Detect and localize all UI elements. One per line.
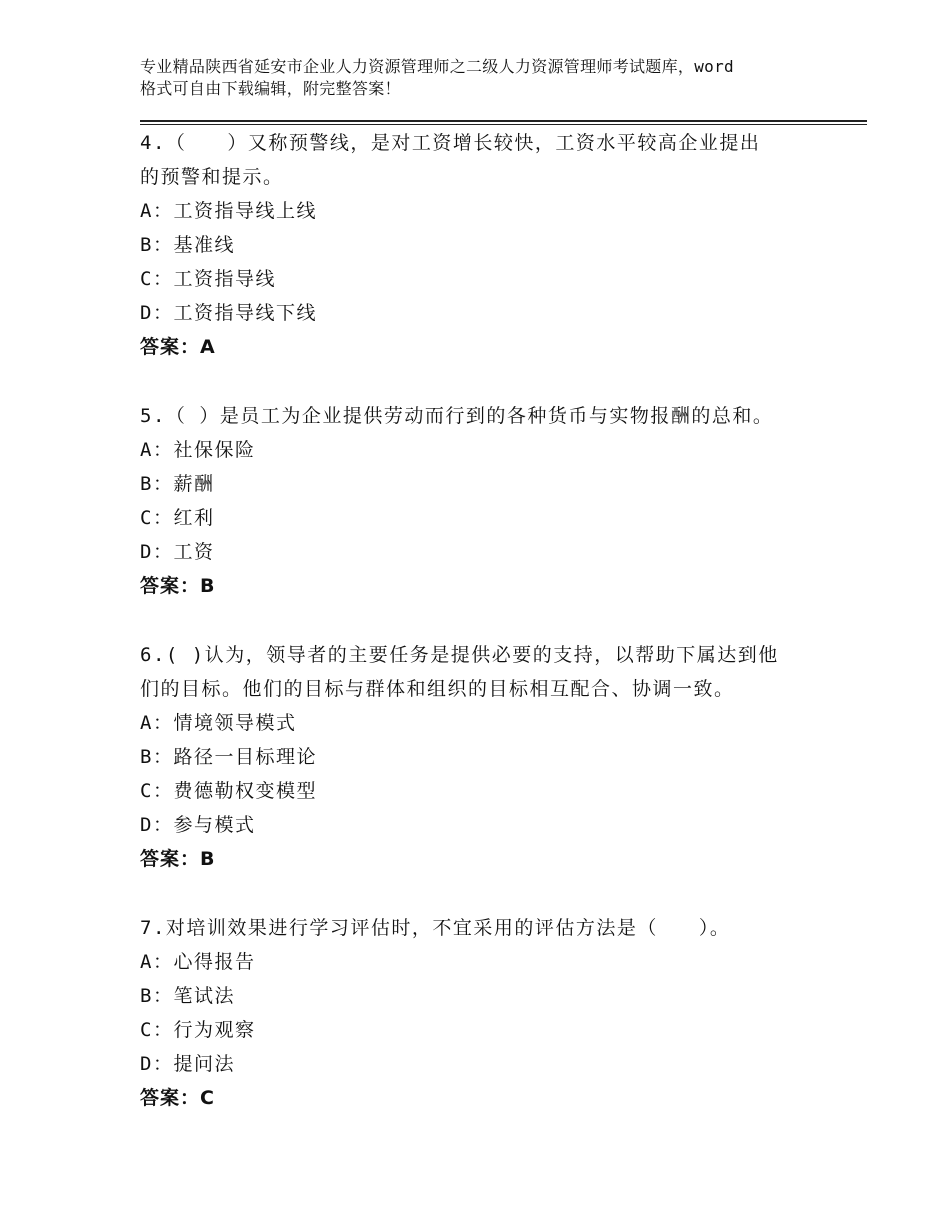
document-header (140, 56, 840, 100)
option-a: A：心得报告 (140, 951, 256, 973)
option-c: C：工资指导线 (140, 268, 276, 290)
question-stem: 5.（ ）是员工为企业提供劳动而行到的各种货币与实物报酬的总和。 (140, 405, 774, 427)
question-6 (140, 638, 840, 876)
question-stem: 7.对培训效果进行学习评估时，不宜采用的评估方法是（ ）。 (140, 917, 731, 939)
option-b: B：笔试法 (140, 985, 235, 1007)
option-d: D：提问法 (140, 1053, 235, 1075)
header-divider (140, 124, 867, 125)
question-5 (140, 399, 840, 603)
option-a: A：社保保险 (140, 439, 256, 461)
option-c: C：红利 (140, 507, 215, 529)
option-a: A：情境领导模式 (140, 712, 297, 734)
option-d: D：参与模式 (140, 814, 256, 836)
answer-label: 答案：A (140, 336, 216, 358)
question-stem: 6.( )认为，领导者的主要任务是提供必要的支持，以帮助下属达到他 (140, 644, 779, 666)
answer-label: 答案：B (140, 575, 216, 597)
question-stem: 们的目标。他们的目标与群体和组织的目标相互配合、协调一致。 (140, 678, 735, 700)
question-7 (140, 911, 840, 1115)
option-d: D：工资指导线下线 (140, 302, 317, 324)
option-c: C：行为观察 (140, 1019, 256, 1041)
question-stem: 4.（ ）又称预警线，是对工资增长较快，工资水平较高企业提出 (140, 132, 761, 154)
option-c: C：费德勒权变模型 (140, 780, 317, 802)
option-b: B：路径一目标理论 (140, 746, 317, 768)
option-b: B：薪酬 (140, 473, 215, 495)
answer-label: 答案：C (140, 1087, 215, 1109)
question-stem: 的预警和提示。 (140, 166, 284, 188)
question-4 (140, 126, 840, 364)
option-b: B：基准线 (140, 234, 235, 256)
answer-label: 答案：B (140, 848, 216, 870)
header-divider (140, 120, 867, 122)
option-d: D：工资 (140, 541, 215, 563)
header-line: 格式可自由下载编辑，附完整答案！ (140, 79, 401, 98)
header-line: 专业精品陕西省延安市企业人力资源管理师之二级人力资源管理师考试题库，word (140, 57, 734, 76)
option-a: A：工资指导线上线 (140, 200, 317, 222)
